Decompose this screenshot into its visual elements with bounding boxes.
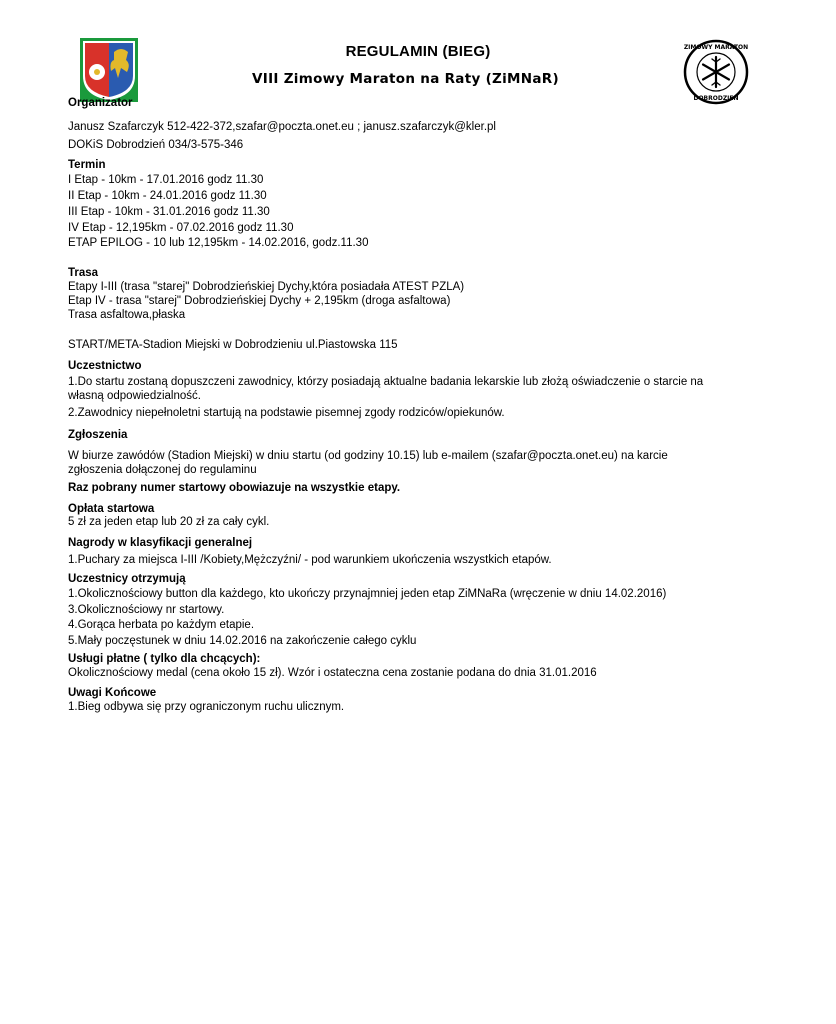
participation-rule-2: 2.Zawodnicy niepełnoletni startują na podstawie pisemnej zgody rodziców/opiekunów.: [68, 407, 505, 419]
registration-heading: Zgłoszenia: [68, 429, 128, 441]
schedule-heading: Termin: [68, 159, 106, 171]
participation-rule-1-cont: własną odpowiedzialność.: [68, 390, 201, 402]
route-item: Etap IV - trasa "starej" Dobrodzieńskiej Dychy + 2,195km (droga asfaltowa): [68, 295, 451, 307]
fee-text: 5 zł za jeden etap lub 20 zł za cały cykl.: [68, 516, 270, 528]
document-subtitle: VIII Zimowy Maraton na Raty (ZiMNaR): [252, 71, 559, 87]
schedule-item: ETAP EPILOG - 10 lub 12,195km - 14.02.2016, godz.11.30: [68, 237, 369, 249]
registration-text: W biurze zawódów (Stadion Miejski) w dniu startu (od godziny 10.15) lub e-mailem (szafar@poczta.onet.eu) na karcie: [68, 450, 668, 462]
receive-item: 1.Okolicznościowy button dla każdego, kto ukończy przynajmniej jeden etap ZiMNaRa (wręczenie w dniu 14.02.2016): [68, 588, 667, 600]
route-item: Etapy I-III (trasa "starej" Dobrodzieńskiej Dychy,która posiadała ATEST PZLA): [68, 281, 465, 293]
organizer-heading: Organizator: [68, 97, 133, 109]
schedule-item: I Etap - 10km - 17.01.2016 godz 11.30: [68, 174, 264, 186]
organizer-dokis: DOKiS Dobrodzień 034/3-575-346: [68, 139, 244, 151]
receive-item: 4.Gorąca herbata po każdym etapie.: [68, 619, 255, 631]
participation-heading: Uczestnictwo: [68, 360, 142, 372]
participation-rule-1: 1.Do startu zostaną dopuszczeni zawodnicy, którzy posiadają aktualne badania lekarskie lub złożą oświadczenie o starcie na: [68, 376, 704, 388]
final-text: 1.Bieg odbywa się przy ograniczonym ruchu ulicznym.: [68, 701, 345, 713]
registration-text-cont: zgłoszenia dołączonej do regulaminu: [68, 464, 257, 476]
paid-heading: Usługi płatne ( tylko dla chcących):: [68, 653, 261, 665]
receive-heading: Uczestnicy otrzymują: [68, 573, 186, 585]
registration-note: Raz pobrany numer startowy obowiazuje na wszystkie etapy.: [68, 482, 401, 494]
document-title: REGULAMIN (BIEG): [345, 43, 491, 60]
paid-text: Okolicznościowy medal (cena około 15 zł). Wzór i ostateczna cena zostanie podana do dnia 31.01.2016: [68, 667, 597, 679]
receive-item: 5.Mały poczęstunek w dniu 14.02.2016 na zakończenie całego cyklu: [68, 635, 417, 647]
route-start: START/META-Stadion Miejski w Dobrodzieniu ul.Piastowska 115: [68, 339, 398, 351]
svg-text:ZIMOWY MARATON: ZIMOWY MARATON: [683, 44, 749, 51]
prizes-text: 1.Puchary za miejsca I-III /Kobiety,Mężczyźni/ - pod warunkiem ukończenia wszystkich etapów.: [68, 554, 552, 566]
route-item: Trasa asfaltowa,płaska: [68, 309, 186, 321]
schedule-item: III Etap - 10km - 31.01.2016 godz 11.30: [68, 206, 270, 218]
schedule-item: IV Etap - 12,195km - 07.02.2016 godz 11.30: [68, 222, 294, 234]
receive-item: 3.Okolicznościowy nr startowy.: [68, 604, 225, 616]
final-heading: Uwagi Końcowe: [68, 687, 157, 699]
prizes-heading: Nagrody w klasyfikacji generalnej: [68, 537, 253, 549]
route-heading: Trasa: [68, 267, 99, 279]
organizer-contact: Janusz Szafarczyk 512-422-372,szafar@poczta.onet.eu ; janusz.szafarczyk@kler.pl: [68, 121, 496, 133]
svg-text:DOBRODZIEŃ: DOBRODZIEŃ: [693, 95, 739, 102]
schedule-item: II Etap - 10km - 24.01.2016 godz 11.30: [68, 190, 267, 202]
fee-heading: Opłata startowa: [68, 503, 155, 515]
